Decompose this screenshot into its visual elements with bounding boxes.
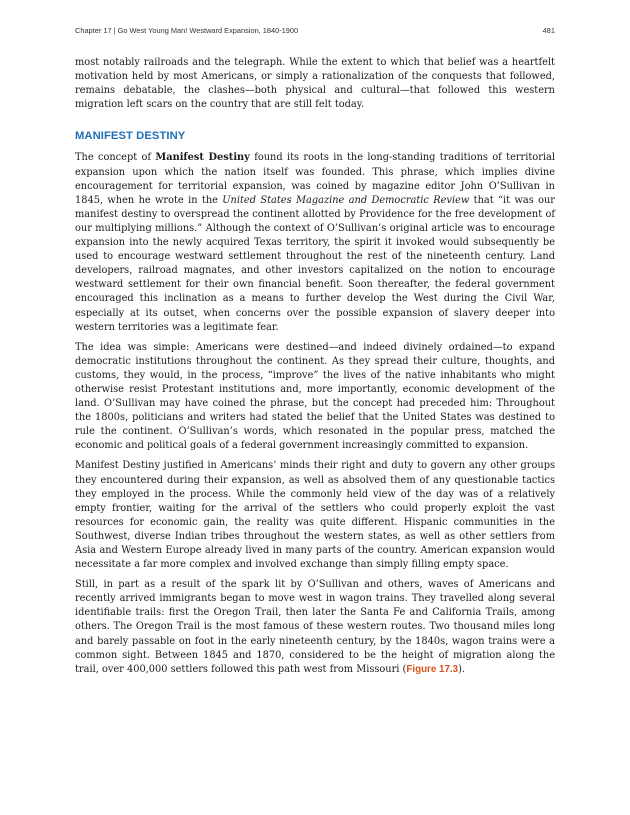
p4-text-a: Still, in part as a result of the spark lit by O’Sullivan and others, waves of Americans and recently arrived immigrants began to move west in wagon trains. They travelled along several identifiable trails: first the Oregon Trail, then later the Santa Fe and California Trails, among others. The Oregon Trail is the most famous of these western routes. Two thousand miles long and barely passable on foot in the early nineteenth century, by the 1840s, wagon trains were a common sight. Between 1845 and 1870, considered to be the height of migration along the trail, over 400,000 settlers followed this path west from Missouri ( [75, 579, 555, 675]
header-chapter-title [75, 26, 298, 35]
p1-text-a: The concept of [75, 152, 156, 164]
paragraph-4 [75, 578, 555, 677]
header-separator: | [113, 25, 116, 35]
header-title: Go West Young Man! Westward Expansion, 1840-1900 [117, 25, 299, 35]
p4-text-b: ). [458, 663, 466, 675]
paragraph-2: The idea was simple: Americans were destined—and indeed divinely ordained—to expand democratic institutions throughout the continent. As they spread their culture, thoughts, and customs, they would, in the process, “improve” the lives of the native inhabitants who might otherwise resist Protestant institutions and, more importantly, economic development of the land. O’Sullivan may have coined the phrase, but the concept had preceded him: Throughout the 1800s, politicians and writers had stated the belief that the United States was destined to rule the continent. O’Sullivan’s words, which resonated in the popular press, matched the economic and political goals of a federal government increasingly committed to expansion. [75, 341, 555, 452]
figure-link[interactable]: Figure 17.3 [406, 663, 459, 675]
paragraph-3: Manifest Destiny justified in Americans’ minds their right and duty to govern any other groups they encountered during their expansion, as well as absolved them of any questionable tactics they employed in the process. While the commonly held view of the day was of a relatively empty frontier, waiting for the arrival of the settlers who could properly exploit the vast resources for economic gain, the reality was quite different. Hispanic communities in the Southwest, diverse Indian tribes throughout the western states, as well as other settlers from Asia and Western Europe already lived in many parts of the country. American expansion would necessitate a far more complex and involved exchange than simply filling empty space. [75, 460, 555, 571]
page-number: 481 [542, 25, 555, 35]
running-header [75, 23, 555, 37]
intro-paragraph: most notably railroads and the telegraph. While the extent to which that belief was a heartfelt motivation held by most Americans, or simply a rationalization of the conquests that followed, remains debatable, the clashes—both physical and cultural—that followed this western migration left scars on the country that are still felt today. [75, 57, 555, 111]
section-heading: MANIFEST DESTINY [75, 130, 186, 143]
p1-text-c: that “it was our manifest destiny to overspread the continent allotted by Providence for the free development of our multiplying millions.” Although the context of O’Sullivan’s original article was to encourage expansion into the newly acquired Texas territory, the spirit it invoked would subsequently be used to encourage westward settlement throughout the rest of the nineteenth century. Land developers, railroad magnates, and other investors capitalized on the notion to encourage westward settlement for their own financial benefit. Soon thereafter, the federal government encouraged this inclination as a means to further develop the West during the Civil War, especially at its outset, when concerns over the possible expansion of slavery deeper into western territories was a legitimate fear. [75, 194, 555, 333]
body-text [75, 56, 555, 683]
header-chapter: Chapter 17 [75, 25, 112, 35]
paragraph-1 [75, 151, 555, 334]
p1-text-b: found its roots in the long-standing traditions of territorial expansion upon which the nation itself was founded. This phrase, which implies divine encouragement for territorial expansion, was coined by magazine editor John O’Sullivan in 1845, when he wrote in the [75, 152, 555, 206]
key-term-manifest-destiny: Manifest Destiny [155, 152, 250, 164]
journal-title: United States Magazine and Democratic Review [222, 194, 470, 206]
